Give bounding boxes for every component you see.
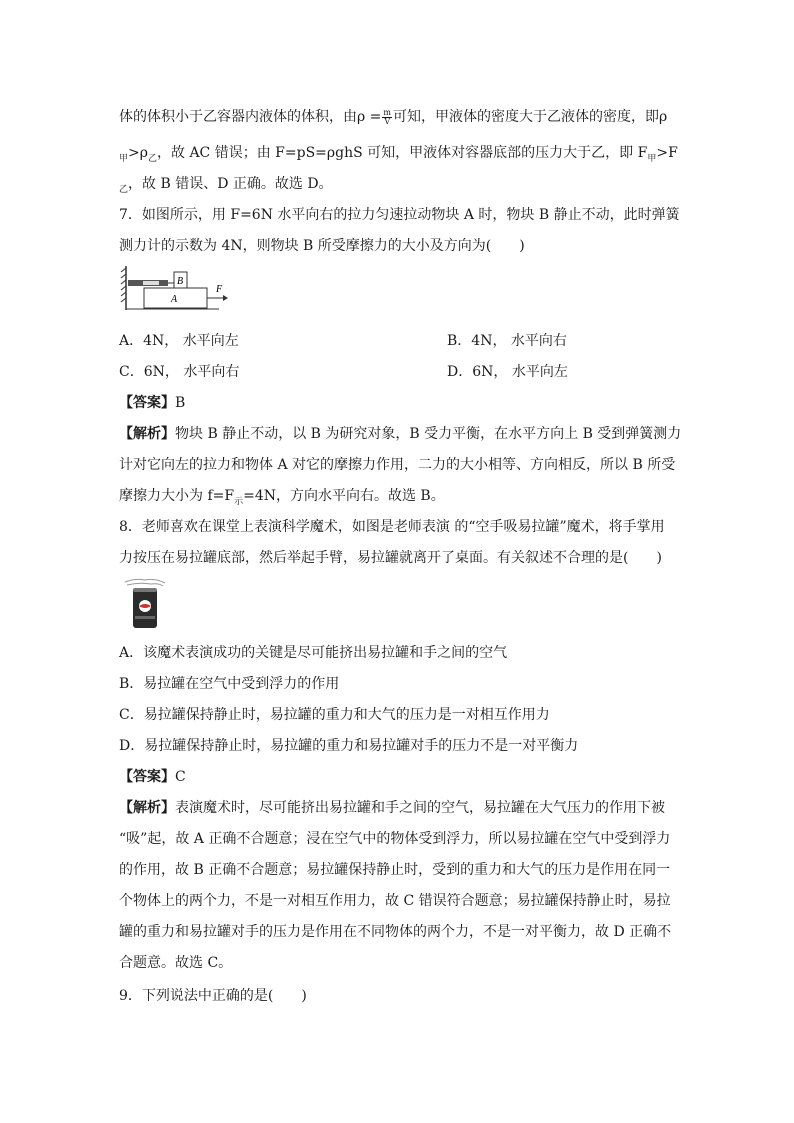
q7-option-b: B．4N， 水平向右 <box>447 333 567 349</box>
subscript: 示 <box>234 497 244 507</box>
fraction-denominator: V <box>384 116 391 126</box>
q7-analysis-line-3 <box>119 486 445 508</box>
q7-answer <box>119 393 185 413</box>
q8-stem-line-2: 力按压在易拉罐底部，然后举起手臂，易拉罐就离开了桌面。有关叙述不合理的是( ) <box>119 550 662 566</box>
block-b-label: B <box>177 276 184 287</box>
q7-option-c: C．6N， 水平向右 <box>119 364 240 380</box>
text-span: >F <box>656 145 678 161</box>
q8-soda-can-figure <box>121 576 169 632</box>
soda-can-rim <box>133 588 157 592</box>
answer-value: C <box>175 769 186 785</box>
fraction-numerator: m <box>383 107 392 117</box>
q8-analysis-line-2: “吸”起，故 A 正确不合题意；浸在空气中的物体受到浮力，所以易拉罐在空气中受到浮力 <box>119 831 671 847</box>
subscript: 乙 <box>147 154 157 164</box>
text-span: 表演魔术时，尽可能挤出易拉罐和手之间的空气，易拉罐在大气压力的作用下被 <box>175 800 665 816</box>
q7-option-d: D．6N， 水平向左 <box>447 364 568 380</box>
text-span: =4N，方向水平向右。故选 B。 <box>243 488 445 504</box>
text-span: 摩擦力大小为 f=F <box>119 488 235 504</box>
q8-analysis-line-3: 的作用，故 B 正确不合题意；易拉罐保持静止时，受到的重力和大气的压力是作用在同一 <box>119 862 671 878</box>
q7-analysis-line-1 <box>119 424 681 444</box>
text-span: 体的体积小于乙容器内液体的体积，由ρ = <box>119 109 382 125</box>
q7-spring-block-figure <box>119 262 229 314</box>
q8-option-d: D．易拉罐保持静止时，易拉罐的重力和易拉罐对手的压力不是一对平衡力 <box>119 738 579 754</box>
text-span: 可知，甲液体的密度大于乙液体的密度，即ρ <box>393 109 668 125</box>
prev-analysis-line-1 <box>119 107 667 127</box>
q8-option-c: C．易拉罐保持静止时，易拉罐的重力和大气的压力是一对相互作用力 <box>119 707 550 723</box>
fraction-m-over-v <box>382 109 392 126</box>
soda-can-stripe <box>135 616 155 619</box>
analysis-tag: 【解析】 <box>119 800 175 816</box>
q8-answer <box>119 767 186 787</box>
block-a-label: A <box>171 294 178 305</box>
q7-analysis-line-2: 计对它向左的拉力和物体 A 对它的摩擦力作用，二力的大小相等、方向相反，所以 B 所受 <box>119 457 676 473</box>
analysis-tag: 【解析】 <box>119 426 175 442</box>
prev-analysis-line-2 <box>119 143 678 165</box>
subscript: 乙 <box>119 185 129 195</box>
text-span: >ρ <box>128 145 148 161</box>
q7-stem-line-2: 测力计的示数为 4N，则物块 B 所受摩擦力的大小及方向为( ) <box>119 238 525 254</box>
q7-option-a: A．4N， 水平向左 <box>119 333 239 349</box>
answer-tag: 【答案】 <box>119 769 175 785</box>
force-arrow-head <box>223 295 228 301</box>
subscript: 甲 <box>647 154 657 164</box>
text-span: ，故 AC 错误；由 F=pS=ρghS 可知，甲液体对容器底部的压力大于乙，即 F <box>157 145 648 161</box>
q8-analysis-line-5: 罐的重力和易拉罐对手的压力是作用在不同物体的两个力，不是一对平衡力，故 D 正确不 <box>119 924 672 940</box>
text-span: ，故 B 错误、D 正确。故选 D。 <box>128 176 333 192</box>
spring-scale-window <box>143 281 159 285</box>
hand-sketch <box>125 579 165 586</box>
subscript: 甲 <box>119 154 129 164</box>
q8-option-a: A．该魔术表演成功的关键是尽可能挤出易拉罐和手之间的空气 <box>119 645 508 661</box>
q8-analysis-line-6: 合题意。故选 C。 <box>119 955 233 971</box>
q8-option-b: B．易拉罐在空气中受到浮力的作用 <box>119 676 340 692</box>
q8-analysis-line-4: 个物体上的两个力，不是一对相互作用力，故 C 错误符合题意；易拉罐保持静止时，易拉 <box>119 893 671 909</box>
answer-value: B <box>175 395 186 411</box>
q7-stem-line-1: 7．如图所示，用 F=6N 水平向右的拉力匀速拉动物块 A 时，物块 B 静止不动，此时弹簧 <box>119 207 680 223</box>
answer-tag: 【答案】 <box>119 395 175 411</box>
prev-analysis-line-3 <box>119 174 333 196</box>
q8-analysis-line-1 <box>119 798 665 818</box>
q8-stem-line-1: 8．老师喜欢在课堂上表演科学魔术，如图是老师表演 的“空手吸易拉罐”魔术，将手掌用 <box>119 519 665 535</box>
force-label: F <box>216 284 223 295</box>
text-span: 物块 B 静止不动，以 B 为研究对象，B 受力平衡，在水平方向上 B 受到弹簧测力 <box>175 426 682 442</box>
q9-stem-line-1: 9．下列说法中正确的是( ) <box>119 988 307 1004</box>
